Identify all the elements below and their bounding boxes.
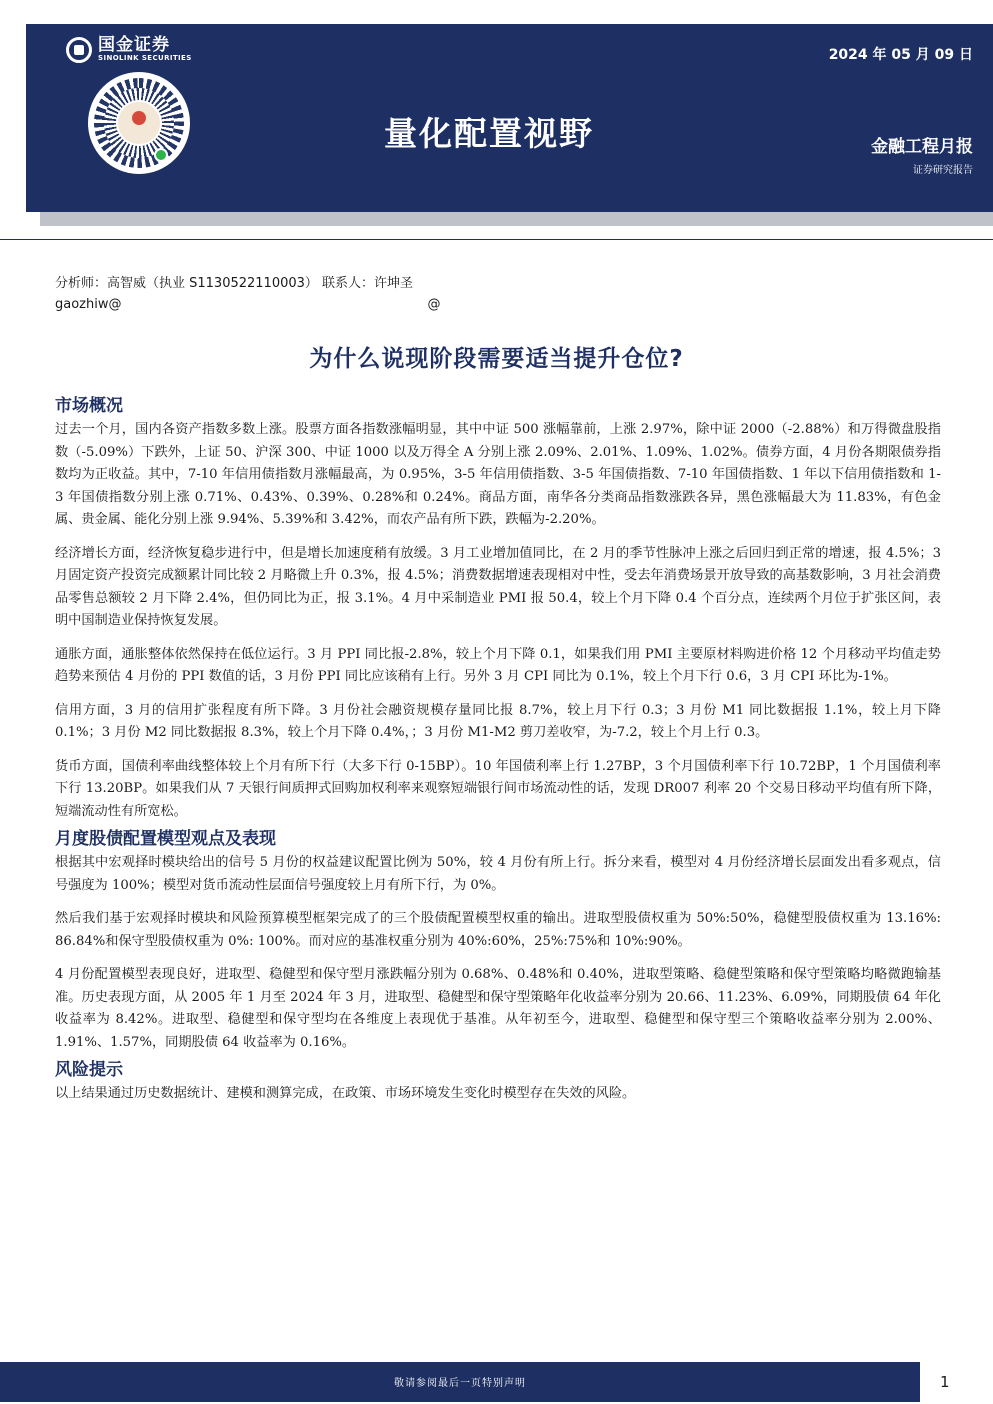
contact-email[interactable]: @ xyxy=(427,297,441,312)
disclaimer-note: 敬请参阅最后一页特别声明 xyxy=(394,1378,526,1389)
logo-name-en: SINOLINK SECURITIES xyxy=(98,54,192,62)
document-title: 为什么说现阶段需要适当提升仓位? xyxy=(309,346,684,372)
header-divider xyxy=(0,239,993,240)
footer-bar xyxy=(0,1362,920,1402)
analyst-line: 分析师：高智威（执业 S1130522110003） 联系人：许坤圣 xyxy=(55,276,414,291)
paragraph: 过去一个月，国内各资产指数多数上涨。股票方面各指数涨幅明显，其中中证 500 涨幅靠前，上涨 2.97%，除中证 2000（-2.88%）和万得微盘股指数（-5.09%）下跌外，上证 50、沪深 300、中证 1000 以及万得全 A 分别上涨 2.09%、2.01%、1.09%、1.02%。债券方面，4 月份各期限债券指数均为正收益。其中，7-10 年信用债指数月涨幅最高，为 0.95%，3-5 年信用债指数、3-5 年国债指数、7-10 年国债指数、1 年以下信用债指数和 1-3 年国债指数分别上涨 0.71%、0.43%、0.39%、0.28%和 0.24%。商品方面，南华各分类商品指数涨跌各异，黑色涨幅最大为 11.83%，有色金属、贵金属、能化分别上涨 9.94%、5.39%和 3.42%，而农产品有所下跌，跌幅为-2.20%。 xyxy=(55,422,941,527)
paragraph: 然后我们基于宏观择时模块和风险预算模型框架完成了的三个股债配置模型权重的输出。进取型股债权重为 50%:50%，稳健型股债权重为 13.16%: 86.84%和保守型股债权重为 0%: 100%。而对应的基准权重分别为 40%:60%，25%:75%和 10%:90%。 xyxy=(55,911,941,949)
company-logo xyxy=(66,36,192,63)
report-series-title: 量化配置视野 xyxy=(384,114,594,153)
paragraph: 信用方面，3 月的信用扩张程度有所下降。3 月份社会融资规模存量同比报 8.7%，较上月下行 0.3；3 月份 M1 同比数据报 1.1%，较上月下降 0.1%；3 月份 M2 同比数据报 8.3%，较上个月下降 0.4%，；3 月份 M1-M2 剪刀差收窄，为-7.2，较上个月上行 0.3。 xyxy=(55,702,941,740)
mini-program-qr-code-icon xyxy=(88,72,190,174)
paragraph: 以上结果通过历史数据统计、建模和测算完成，在政策、市场环境发生变化时模型存在失效的风险。 xyxy=(55,1086,636,1101)
analyst-info xyxy=(55,273,440,315)
paragraph: 经济增长方面，经济恢复稳步进行中，但是增长加速度稍有放缓。3 月工业增加值同比，在 2 月的季节性脉冲上涨之后回归到正常的增速，报 4.5%；3 月固定资产投资完成额累计同比较 2 月略微上升 0.3%，报 4.5%；消费数据增速表现相对中性，受去年消费场景开放导致的高基数影响，3 月社会消费品零售总额较 2 月下降 2.4%，但仍同比为正，报 3.1%。4 月中采制造业 PMI 报 50.4，较上个月下降 0.4 个百分点，连续两个月位于扩张区间，表明中国制造业保持恢复发展。 xyxy=(55,545,941,628)
paragraph: 4 月份配置模型表现良好，进取型、稳健型和保守型月涨跌幅分别为 0.68%、0.48%和 0.40%，进取型策略、稳健型策略和保守型策略均略微跑输基准。历史表现方面，从 2005 年 1 月至 2024 年 3 月，进取型、稳健型和保守型策略年化收益率分别为 20.66、11.23%、6.09%，同期股债 64 年化收益率为 8.42%。进取型、稳健型和保守型均在各维度上表现优于基准。从年初至今，进取型、稳健型和保守型三个策略收益率分别为 2.00%、1.91%、1.57%，同期股债 64 收益率为 0.16%。 xyxy=(55,967,941,1050)
page-number: 1 xyxy=(940,1373,950,1391)
paragraph: 货币方面，国债利率曲线整体较上个月有所下行（大多下行 0-15BP）。10 年国债利率上行 1.27BP，3 个月国债利率下行 10.72BP，1 个月国债利率下行 13.20BP。如果我们从 7 天银行间质押式回购加权利率来观察短端银行间市场流动性的话，发现 DR007 利率 20 个交易日移动平均值有所下降，短端流动性有所宽松。 xyxy=(55,758,941,819)
paragraph: 通胀方面，通胀整体依然保持在低位运行。3 月 PPI 同比报-2.8%，较上个月下降 0.1，如果我们用 PMI 主要原材料购进价格 12 个月移动平均值走势趋势来预估 4 月份的 PPI 数值的话，3 月份 PPI 同比应该稍有上行。另外 3 月 CPI 同比为 0.1%，较上个月下行 0.6，3 月 CPI 环比为-1%。 xyxy=(55,646,941,684)
logo-icon xyxy=(66,37,92,63)
section-heading-risk-warning: 风险提示 xyxy=(55,1060,123,1080)
report-body xyxy=(55,394,941,1106)
section-heading-market-overview: 市场概况 xyxy=(55,396,123,416)
analyst-email[interactable]: gaozhiw@ xyxy=(55,297,122,312)
logo-name-cn: 国金证券 xyxy=(98,35,170,55)
report-date: 2024 年 05 月 09 日 xyxy=(828,47,973,63)
report-subtype: 证券研究报告 xyxy=(913,165,973,176)
wechat-badge-icon xyxy=(154,148,168,162)
report-type: 金融工程月报 xyxy=(871,137,973,157)
paragraph: 根据其中宏观择时模块给出的信号 5 月份的权益建议配置比例为 50%，较 4 月份有所上行。拆分来看，模型对 4 月份经济增长层面发出看多观点，信号强度为 100%；模型对货币流动性层面信号强度较上月有所下行，为 0%。 xyxy=(55,855,941,893)
section-heading-allocation-model: 月度股债配置模型观点及表现 xyxy=(55,829,276,849)
